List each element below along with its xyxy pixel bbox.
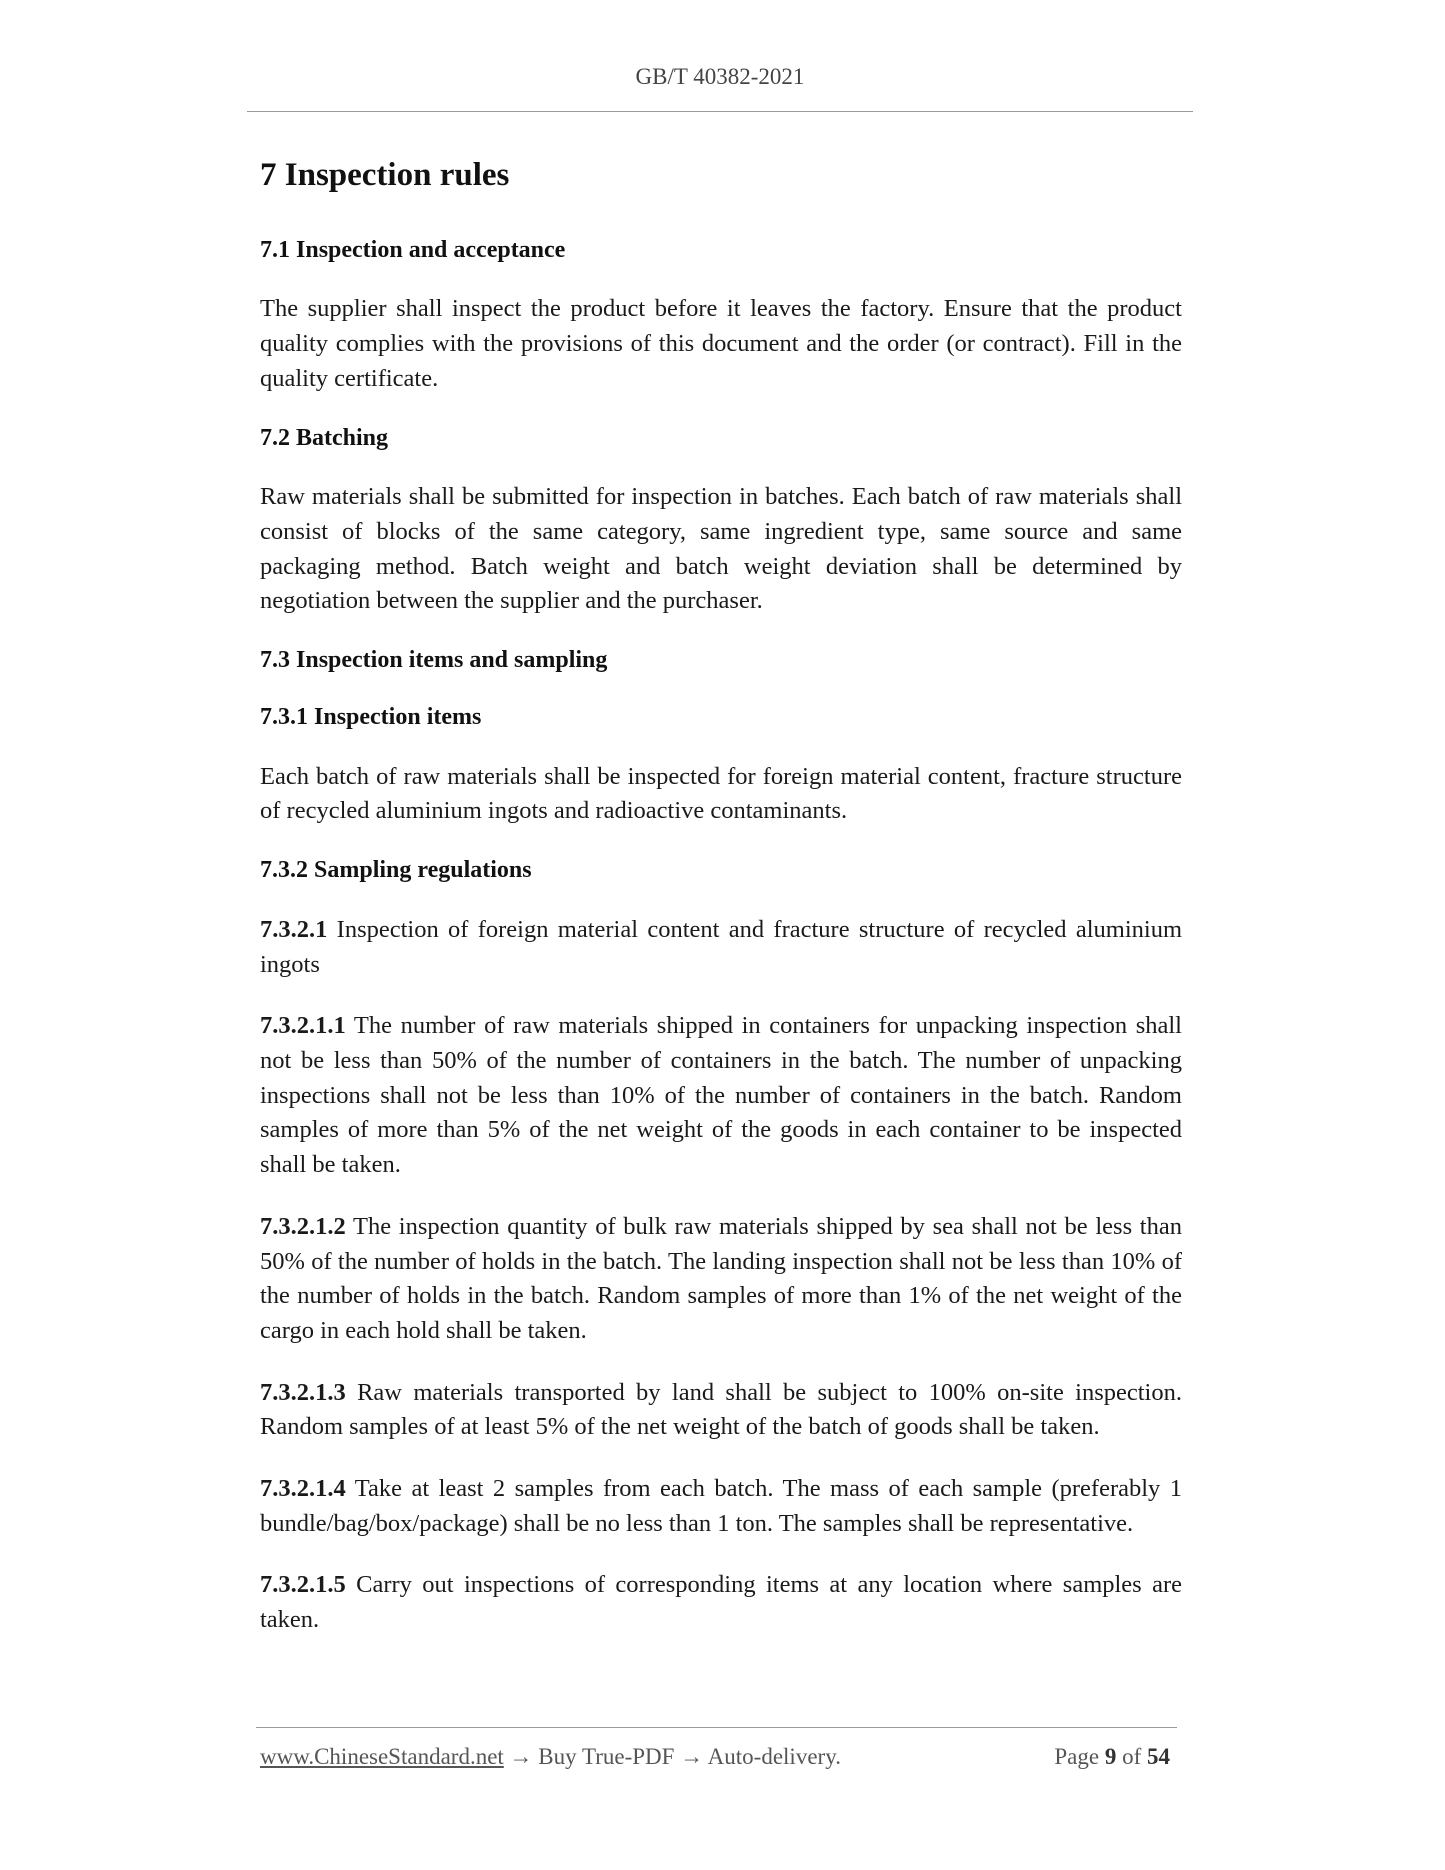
heading-7-3-1: 7.3.1 Inspection items [260, 703, 482, 730]
clause-7-3-2-1-4 [260, 1472, 1182, 1541]
document-code-header: GB/T 40382-2021 [635, 64, 805, 89]
clause-number: 7.3.2.1.1 [260, 1012, 346, 1040]
heading-7-1: 7.1 Inspection and acceptance [260, 236, 566, 263]
page-current: 9 [1104, 1744, 1117, 1769]
page-of: of [1122, 1744, 1142, 1769]
buy-true-pdf-text: Buy True-PDF [538, 1744, 675, 1769]
section-title: 7 Inspection rules [260, 157, 510, 193]
header-divider [247, 111, 1193, 112]
page-indicator [1054, 1744, 1170, 1770]
page-total: 54 [1147, 1744, 1170, 1769]
clause-7-3-2-1-5 [260, 1568, 1182, 1637]
page-label: Page [1054, 1744, 1100, 1769]
page-footer [260, 1744, 1170, 1770]
clause-text: Inspection of foreign material content and fracture structure of recycled aluminium ingots [260, 915, 1182, 978]
paragraph-7-1: The supplier shall inspect the product before it leaves the factory. Ensure that the product quality complies with the provisions of this document and the order (or contract). Fill in the quality certificate. [260, 295, 1182, 392]
arrow-right-icon: → [680, 1744, 704, 1769]
clause-number: 7.3.2.1.3 [260, 1378, 346, 1406]
clause-text: Take at least 2 samples from each batch. The mass of each sample (preferably 1 bundle/bag/box/package) shall be no less than 1 ton. The samples shall be representative. [260, 1475, 1182, 1537]
clause-7-3-2-1-2 [260, 1210, 1182, 1349]
clause-number: 7.3.2.1 [260, 915, 328, 943]
arrow-right-icon: → [509, 1744, 533, 1769]
clause-7-3-2-1-3 [260, 1376, 1182, 1445]
clause-text: Raw materials transported by land shall be subject to 100% on-site inspection. Random samples of at least 5% of the net weight of the batch of goods shall be taken. [260, 1378, 1182, 1441]
page-content [260, 152, 1182, 1665]
heading-7-2: 7.2 Batching [260, 424, 389, 451]
clause-text: Carry out inspections of corresponding items at any location where samples are taken. [260, 1571, 1183, 1634]
clause-text: The number of raw materials shipped in containers for unpacking inspection shall not be less than 50% of the number of containers in the batch. The number of unpacking inspections shall not be less than 10% of the number of containers in the batch. Random samples of more than 5% of the net weight of the goods in each container to be inspected shall be taken. [260, 1012, 1182, 1179]
clause-number: 7.3.2.1.5 [260, 1571, 346, 1599]
paragraph-7-2: Raw materials shall be submitted for inspection in batches. Each batch of raw materials shall consist of blocks of the same category, same ingredient type, same source and same packaging method. Batch weight and batch weight deviation shall be determined by negotiation between the supplier and the purchaser. [260, 483, 1182, 615]
clause-number: 7.3.2.1.4 [260, 1475, 346, 1503]
clause-7-3-2-1 [260, 913, 1182, 982]
clause-7-3-2-1-1 [260, 1009, 1182, 1183]
auto-delivery-text: Auto-delivery. [707, 1744, 841, 1769]
clause-text: The inspection quantity of bulk raw materials shipped by sea shall not be less than 50% of the number of holds in the batch. The landing inspection shall not be less than 10% of the number of holds in the batch. Random samples of more than 1% of the net weight of the cargo in each hold shall be taken. [260, 1212, 1182, 1344]
footer-divider [256, 1727, 1177, 1728]
clause-number: 7.3.2.1.2 [260, 1212, 346, 1240]
heading-7-3: 7.3 Inspection items and sampling [260, 647, 608, 674]
paragraph-7-3-1: Each batch of raw materials shall be inspected for foreign material content, fracture structure of recycled aluminium ingots and radioactive contaminants. [260, 762, 1182, 825]
heading-7-3-2: 7.3.2 Sampling regulations [260, 857, 532, 884]
website-link[interactable]: www.ChineseStandard.net [260, 1744, 504, 1769]
